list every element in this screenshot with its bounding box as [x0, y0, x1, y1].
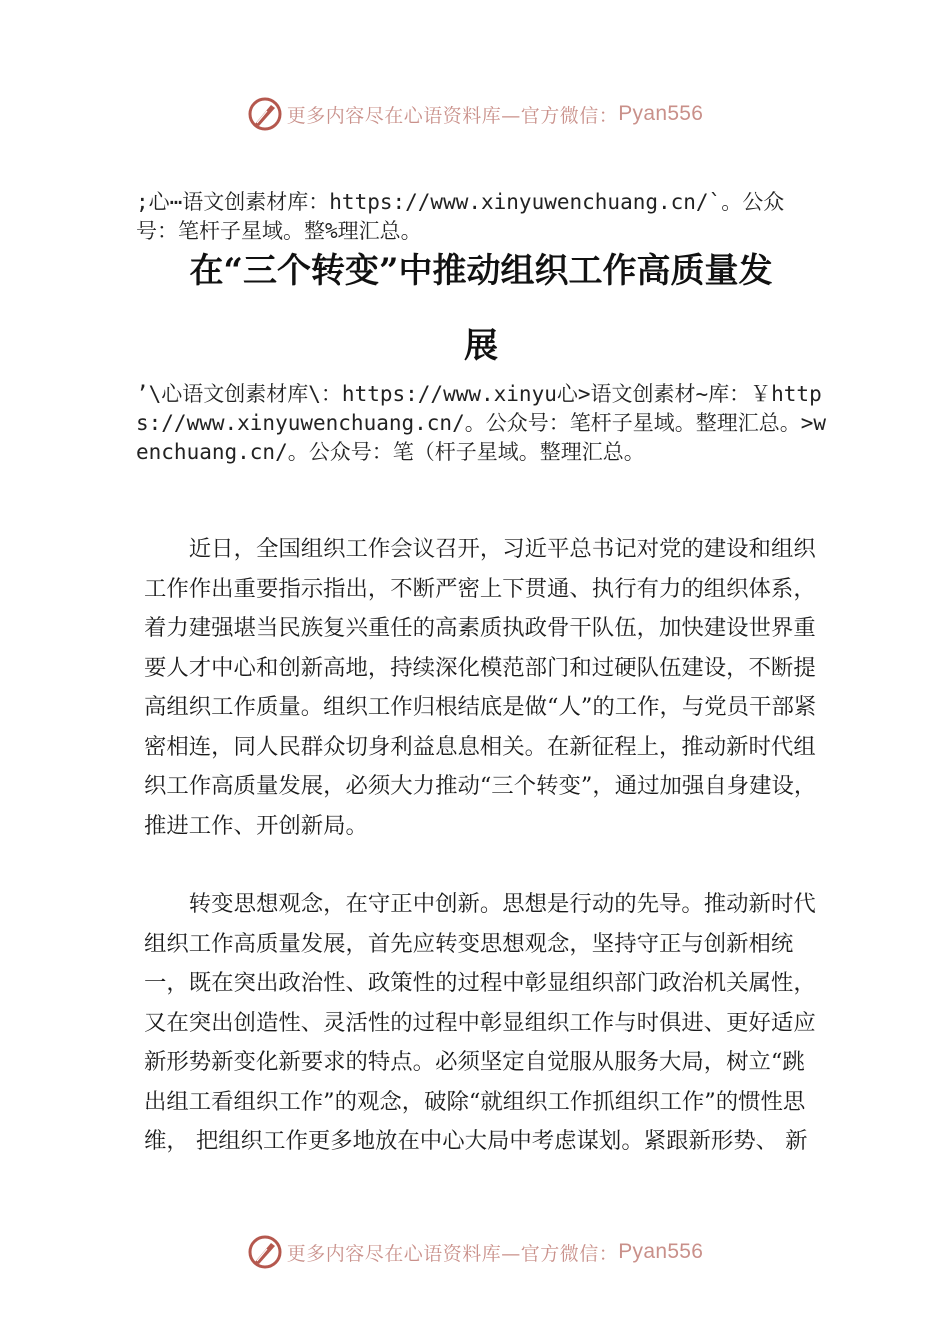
quill-logo-icon [247, 1234, 283, 1270]
document-title-line-1: 在“三个转变”中推动组织工作高质量发 [189, 251, 773, 291]
header-banner [0, 92, 950, 136]
watermark-notice: ;心⋯语文创素材库：https://www.xinyuwenchuang.cn/`。公众号：笔杆子星域。整%理汇总。 [136, 190, 785, 243]
banner-text: 更多内容尽在心语资料库—官方微信： [286, 104, 619, 127]
watermark-notice: ’\心语文创素材库\：https://www.xinyu心>语文创素材~库：￥https://www.xinyuwenchuang.cn/。公众号：笔杆子星域。整理汇总。>wenchuang.cn/。公众号：笔（杆子星域。整理汇总。 [136, 382, 827, 464]
wechat-id: Pyan556 [618, 1240, 704, 1263]
body-paragraph: 近日，全国组织工作会议召开，习近平总书记对党的建设和组织工作作出重要指示指出，不断严密上下贯通、执行有力的组织体系，着力建强堪当民族复兴重任的高素质执政骨干队伍，加快建设世界重要人才中心和创新高地，持续深化模范部门和过硬队伍建设，不断提高组织工作质量。组织工作归根结底是做“人”的工作，与党员干部紧密相连，同人民群众切身利益息息相关。在新征程上，推动新时代组织工作高质量发展，必须大力推动“三个转变”，通过加强自身建设，推进工作、开创新局。 [144, 536, 817, 839]
footer-banner [0, 1230, 950, 1274]
quill-logo-icon [247, 96, 283, 132]
document-title-line-2: 展 [464, 326, 498, 366]
body-paragraph: 转变思想观念，在守正中创新。思想是行动的先导。推动新时代组织工作高质量发展，首先应转变思想观念，坚持守正与创新相统一，既在突出政治性、政策性的过程中彰显组织部门政治机关属性，又在突出创造性、灵活性的过程中彰显组织工作与时俱进、更好适应新形势新变化新要求的特点。必须坚定自觉服从服务大局，树立“跳出组工看组织工作”的观念，破除“就组织工作抓组织工作”的惯性思维， 把组织工作更多地放在中心大局中考虑谋划。紧跟新形势、 新 [144, 891, 816, 1154]
banner-text: 更多内容尽在心语资料库—官方微信： [286, 1242, 619, 1265]
wechat-id: Pyan556 [618, 102, 704, 125]
